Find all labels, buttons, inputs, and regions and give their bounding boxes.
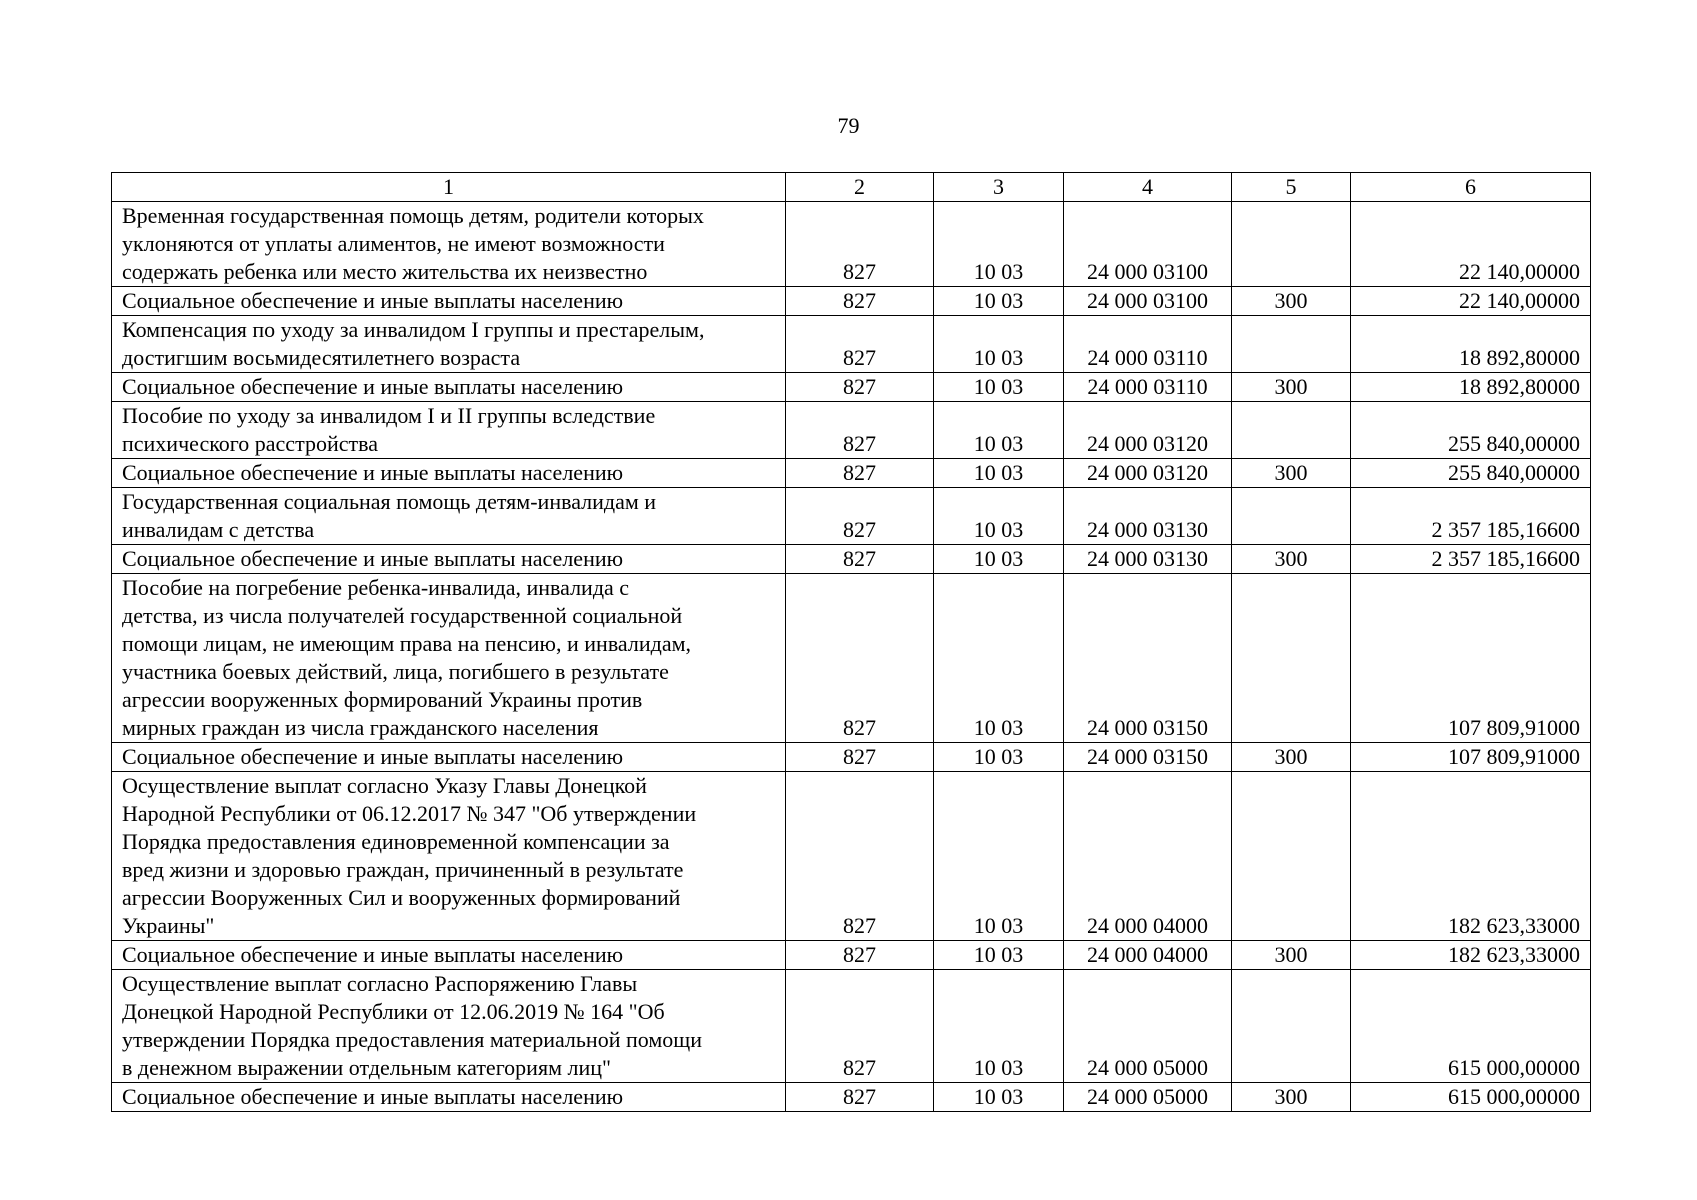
header-cell-1: 1 [112,173,786,202]
amount-cell: 255 840,00000 [1351,402,1591,459]
section-code-cell: 10 03 [934,287,1064,316]
section-code-cell: 10 03 [934,941,1064,970]
header-cell-5: 5 [1232,173,1351,202]
target-code-cell: 24 000 03120 [1064,459,1232,488]
expense-name-cell: Социальное обеспечение и иные выплаты населению [112,1083,786,1112]
table-row [112,1083,1591,1112]
amount-cell: 2 357 185,16600 [1351,545,1591,574]
ministry-code-cell: 827 [786,202,934,287]
expense-type-cell [1232,488,1351,545]
expense-type-cell: 300 [1232,459,1351,488]
section-code-cell: 10 03 [934,373,1064,402]
target-code-cell: 24 000 03100 [1064,287,1232,316]
target-code-cell: 24 000 03130 [1064,545,1232,574]
amount-cell: 182 623,33000 [1351,772,1591,941]
target-code-cell: 24 000 05000 [1064,970,1232,1083]
expense-name-cell: Социальное обеспечение и иные выплаты населению [112,545,786,574]
section-code-cell: 10 03 [934,488,1064,545]
table-row [112,202,1591,287]
table-row [112,459,1591,488]
target-code-cell: 24 000 03100 [1064,202,1232,287]
amount-cell: 255 840,00000 [1351,459,1591,488]
target-code-cell: 24 000 03110 [1064,316,1232,373]
expense-name-cell: Компенсация по уходу за инвалидом I группы и престарелым, достигшим восьмидесятилетнего возраста [112,316,786,373]
ministry-code-cell: 827 [786,488,934,545]
target-code-cell: 24 000 03150 [1064,574,1232,743]
ministry-code-cell: 827 [786,287,934,316]
ministry-code-cell: 827 [786,316,934,373]
ministry-code-cell: 827 [786,1083,934,1112]
header-cell-2: 2 [786,173,934,202]
amount-cell: 615 000,00000 [1351,970,1591,1083]
ministry-code-cell: 827 [786,373,934,402]
table-header-row [112,173,1591,202]
table-row [112,970,1591,1083]
ministry-code-cell: 827 [786,402,934,459]
table-row [112,941,1591,970]
expense-name-cell: Пособие на погребение ребенка-инвалида, инвалида с детства, из числа получателей государственной социальной помощи лицам, не имеющим права на пенсию, и инвалидам, участника боевых действий, лица, погибшего в результате агрессии вооруженных формирований Украины против мирных граждан из числа гражданского населения [112,574,786,743]
target-code-cell: 24 000 05000 [1064,1083,1232,1112]
expense-name-cell: Осуществление выплат согласно Распоряжению Главы Донецкой Народной Республики от 12.06.2019 № 164 "Об утверждении Порядка предоставления материальной помощи в денежном выражении отдельным категориям лиц" [112,970,786,1083]
expense-type-cell: 300 [1232,545,1351,574]
table-row [112,316,1591,373]
ministry-code-cell: 827 [786,459,934,488]
expense-name-cell: Временная государственная помощь детям, родители которых уклоняются от уплаты алиментов, не имеют возможности содержать ребенка или место жительства их неизвестно [112,202,786,287]
section-code-cell: 10 03 [934,459,1064,488]
ministry-code-cell: 827 [786,743,934,772]
expense-name-cell: Социальное обеспечение и иные выплаты населению [112,373,786,402]
table-row [112,545,1591,574]
expense-type-cell: 300 [1232,373,1351,402]
table-row [112,373,1591,402]
expense-type-cell [1232,402,1351,459]
target-code-cell: 24 000 03130 [1064,488,1232,545]
header-cell-6: 6 [1351,173,1591,202]
table-row [112,287,1591,316]
expense-name-cell: Социальное обеспечение и иные выплаты населению [112,287,786,316]
amount-cell: 2 357 185,16600 [1351,488,1591,545]
amount-cell: 18 892,80000 [1351,316,1591,373]
amount-cell: 615 000,00000 [1351,1083,1591,1112]
page-number: 79 [837,113,860,138]
target-code-cell: 24 000 03150 [1064,743,1232,772]
section-code-cell: 10 03 [934,743,1064,772]
section-code-cell: 10 03 [934,545,1064,574]
section-code-cell: 10 03 [934,316,1064,373]
expense-type-cell: 300 [1232,743,1351,772]
section-code-cell: 10 03 [934,772,1064,941]
target-code-cell: 24 000 04000 [1064,941,1232,970]
target-code-cell: 24 000 04000 [1064,772,1232,941]
ministry-code-cell: 827 [786,970,934,1083]
expense-type-cell: 300 [1232,941,1351,970]
header-cell-4: 4 [1064,173,1232,202]
expense-name-cell: Социальное обеспечение и иные выплаты населению [112,941,786,970]
amount-cell: 22 140,00000 [1351,287,1591,316]
table-row [112,488,1591,545]
section-code-cell: 10 03 [934,1083,1064,1112]
target-code-cell: 24 000 03120 [1064,402,1232,459]
table-row [112,574,1591,743]
table-row [112,772,1591,941]
expense-type-cell [1232,772,1351,941]
expense-name-cell: Социальное обеспечение и иные выплаты населению [112,459,786,488]
ministry-code-cell: 827 [786,545,934,574]
section-code-cell: 10 03 [934,202,1064,287]
expense-type-cell: 300 [1232,287,1351,316]
table-row [112,402,1591,459]
amount-cell: 107 809,91000 [1351,743,1591,772]
expense-type-cell [1232,574,1351,743]
expense-type-cell [1232,202,1351,287]
expense-name-cell: Пособие по уходу за инвалидом I и II группы вследствие психического расстройства [112,402,786,459]
section-code-cell: 10 03 [934,402,1064,459]
expense-name-cell: Социальное обеспечение и иные выплаты населению [112,743,786,772]
ministry-code-cell: 827 [786,574,934,743]
header-cell-3: 3 [934,173,1064,202]
ministry-code-cell: 827 [786,772,934,941]
amount-cell: 107 809,91000 [1351,574,1591,743]
ministry-code-cell: 827 [786,941,934,970]
budget-table [111,172,1591,1112]
amount-cell: 18 892,80000 [1351,373,1591,402]
expense-name-cell: Государственная социальная помощь детям-инвалидам и инвалидам с детства [112,488,786,545]
expense-type-cell: 300 [1232,1083,1351,1112]
section-code-cell: 10 03 [934,574,1064,743]
amount-cell: 22 140,00000 [1351,202,1591,287]
section-code-cell: 10 03 [934,970,1064,1083]
expense-type-cell [1232,316,1351,373]
target-code-cell: 24 000 03110 [1064,373,1232,402]
expense-name-cell: Осуществление выплат согласно Указу Главы Донецкой Народной Республики от 06.12.2017 № 347 "Об утверждении Порядка предоставления единовременной компенсации за вред жизни и здоровью граждан, причиненный в результате агрессии Вооруженных Сил и вооруженных формирований Украины" [112,772,786,941]
table-row [112,743,1591,772]
expense-type-cell [1232,970,1351,1083]
amount-cell: 182 623,33000 [1351,941,1591,970]
